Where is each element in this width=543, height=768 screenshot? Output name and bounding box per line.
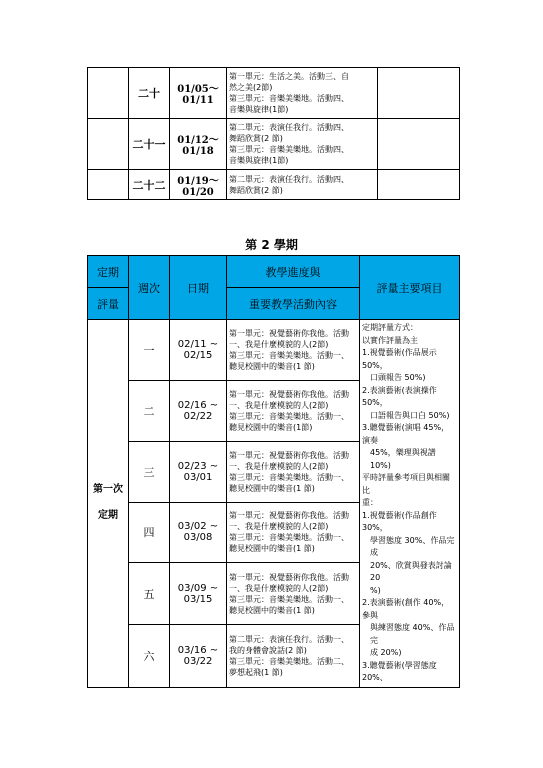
evaluation-line: 1.視覺藝術(作品展示 50%， — [362, 348, 437, 370]
content-line: 第三單元：音樂美樂地。活動四、 — [229, 145, 349, 154]
date-cell: 02/16 ~ 02/22 — [170, 380, 227, 441]
content-line: 聽見校園中的樂音(1 節) — [229, 361, 315, 371]
period-label-line: 定期 — [98, 510, 118, 522]
date-cell: 02/11 ~ 02/15 — [170, 320, 227, 381]
evaluation-line: 1.視覺藝術(作品創作 30%， — [362, 510, 437, 532]
content-line: 一、我是什麼模貌的人(2節) — [229, 400, 329, 410]
content-line: 第三單元：音樂美樂地。活動一、 — [229, 594, 349, 604]
date-cell: 01/12～01/18 — [170, 119, 227, 170]
content-line: 第二單元：表演任我行。活動一、 — [229, 634, 349, 644]
evaluation-line: 重： — [362, 498, 378, 507]
content-line: 第一單元：視覺藝術你我他。活動 — [229, 328, 349, 338]
table-row — [88, 119, 460, 170]
date-cell: 03/16 ~ 03/22 — [170, 625, 227, 687]
progress-cell — [227, 170, 378, 200]
date-cell: 01/05～01/11 — [170, 68, 227, 119]
content-line: 舞蹈欣賞(2 節) — [229, 134, 283, 143]
period-label-line: 第一次 — [93, 484, 123, 496]
evaluation-cell — [360, 320, 460, 688]
evaluation-cell — [378, 170, 460, 200]
content-line: 第三單元：音樂美樂地。活動一、 — [229, 350, 349, 360]
content-line: 第三單元：音樂美樂地。活動四、 — [229, 94, 349, 103]
content-line: 第二單元：表演任我行。活動四、 — [229, 174, 349, 184]
content-line: 第三單元：音樂美樂地。活動一、 — [229, 533, 349, 543]
content-line: 第三單元：音樂美樂地。活動二、 — [229, 656, 349, 666]
content-line: 一、我是什麼模貌的人(2節) — [229, 339, 329, 349]
evaluation-line: 3.聽覺藝術(學習態度 20%、 — [362, 660, 437, 682]
content-line: 聽見校園中的樂音(1節) — [229, 422, 313, 432]
evaluation-line: 3.聽覺藝術(演唱 45%，演奏 — [362, 423, 450, 445]
progress-cell — [227, 119, 378, 170]
progress-cell — [227, 563, 360, 625]
evaluation-line: 學習態度 30%、作品完成 — [370, 535, 455, 557]
evaluation-line: %) — [370, 585, 381, 595]
content-line: 夢想起飛(1 節) — [229, 667, 283, 677]
content-line: 第一單元：視覺藝術你我他。活動 — [229, 572, 349, 582]
progress-cell — [227, 441, 360, 502]
content-line: 第一單元：視覺藝術你我他。活動 — [229, 511, 349, 521]
semester1-table — [87, 67, 460, 200]
period-cell — [88, 320, 129, 688]
evaluation-line: 與練習態度 40%、作品完 — [370, 623, 455, 645]
table-row — [88, 68, 460, 119]
header-progress-top: 教學進度與 — [227, 256, 360, 288]
content-line: 一、我是什麼模貌的人(2節) — [229, 461, 329, 471]
header-progress-bottom: 重要教學活動內容 — [227, 288, 360, 320]
content-line: 一、我是什麼模貌的人(2節) — [229, 522, 329, 532]
week-cell: 六 — [129, 625, 170, 687]
content-line: 我的身體會說話(2 節) — [229, 645, 307, 655]
content-line: 第一單元：生活之美。活動三、自 — [229, 72, 349, 81]
evaluation-line: 2.表演藝術(創作 40%，參與 — [362, 598, 450, 620]
content-line: 然之美(2節) — [229, 83, 273, 92]
week-cell: 二十二 — [129, 170, 170, 200]
progress-cell — [227, 502, 360, 563]
period-cell — [88, 68, 129, 119]
evaluation-line: 口頭報告 50%) — [370, 373, 426, 382]
evaluation-line: 20%、欣賞與發表討論 20 — [370, 560, 452, 582]
week-cell: 一 — [129, 320, 170, 381]
period-cell — [88, 170, 129, 200]
progress-cell — [227, 320, 360, 381]
evaluation-line: 2.表演藝術(表演操作 50%， — [362, 385, 437, 407]
content-line: 第三單元：音樂美樂地。活動一、 — [229, 411, 349, 421]
week-cell: 五 — [129, 563, 170, 625]
header-evaluation: 評量主要項目 — [360, 256, 460, 320]
semester2-title: 第 2 學期 — [245, 238, 298, 252]
evaluation-line: 45%，樂理與視譜 10%) — [370, 448, 436, 470]
week-cell: 二十 — [129, 68, 170, 119]
content-line: 聽見校園中的樂音(1 節) — [229, 605, 315, 615]
content-line: 音樂與旋律(1節) — [229, 105, 289, 114]
semester2-table — [87, 255, 460, 688]
content-line: 聽見校園中的樂音(1 節) — [229, 544, 315, 554]
header-week: 週次 — [129, 256, 170, 320]
progress-cell — [227, 380, 360, 441]
table-row — [88, 170, 460, 200]
table-row — [88, 320, 460, 381]
evaluation-cell — [378, 119, 460, 170]
content-line: 第一單元：視覺藝術你我他。活動 — [229, 389, 349, 399]
progress-cell — [227, 68, 378, 119]
content-line: 舞蹈欣賞(2 節) — [229, 185, 283, 195]
header-date: 日期 — [170, 256, 227, 320]
evaluation-line: 成 20%) — [370, 648, 402, 657]
evaluation-line: 平時評量參考項目與相關比 — [362, 473, 450, 495]
date-cell: 02/23 ~ 03/01 — [170, 441, 227, 502]
period-cell — [88, 119, 129, 170]
week-cell: 二十一 — [129, 119, 170, 170]
content-line: 第三單元：音樂美樂地。活動一、 — [229, 472, 349, 482]
header-row — [88, 256, 460, 288]
content-line: 一、我是什麼模貌的人(2節) — [229, 583, 329, 593]
content-line: 聽見校園中的樂音(1 節) — [229, 483, 315, 493]
week-cell: 三 — [129, 441, 170, 502]
evaluation-cell — [378, 68, 460, 119]
date-cell: 01/19～01/20 — [170, 170, 227, 200]
content-line: 第二單元：表演任我行。活動四、 — [229, 123, 349, 132]
header-period-top: 定期 — [88, 256, 129, 288]
week-cell: 四 — [129, 502, 170, 563]
date-cell: 03/02 ~ 03/08 — [170, 502, 227, 563]
week-cell: 二 — [129, 380, 170, 441]
evaluation-line: 口語報告與口白 50%) — [370, 410, 450, 420]
progress-cell — [227, 625, 360, 687]
content-line: 第一單元：視覺藝術你我他。活動 — [229, 450, 349, 460]
date-cell: 03/09 ~ 03/15 — [170, 563, 227, 625]
evaluation-line: 以實作評量為主 — [362, 335, 418, 345]
content-line: 音樂與旋律(1節) — [229, 156, 289, 165]
header-period-bottom: 評量 — [88, 288, 129, 320]
evaluation-line: 定期評量方式： — [362, 323, 418, 332]
